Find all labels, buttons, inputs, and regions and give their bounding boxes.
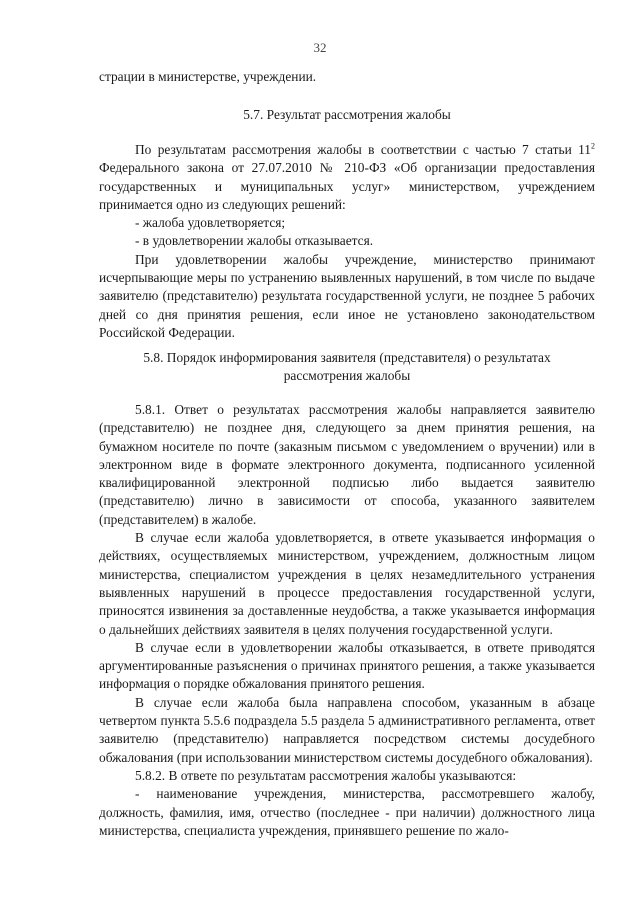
- p1-text-b: Федерального закона от 27.07.2010 № 210-ФЗ «Об организации предоставления государственных и муниципальных услуг» министерством, учреждением принимается одно из следующих решений:: [99, 160, 595, 212]
- section-5-8-paragraph: В случае если жалоба удовлетворяется, в ответе указывается информация о действиях, осуществляемых министерством, учреждением, должностным лицом министерства, специалистом учреждения в целях незамедлительного устранения выявленных нарушений в процессе предоставления государственной услуги, приносятся извинения за доставленные неудобства, а также указывается информация о дальнейших действиях заявителя в целях получения государственной услуги.: [99, 530, 595, 637]
- section-5-8-title-line-2: рассмотрения жалобы: [283, 368, 411, 384]
- section-5-8-title-block: [99, 349, 595, 386]
- p1-superscript: 2: [591, 141, 595, 151]
- section-5-8-paragraph: - наименование учреждения, министерства, рассмотревшего жалобу, должность, фамилия, имя, отчество (последнее - при наличии) должностного лица министерства, специалиста учреждения, принявшего решение по жало-: [99, 786, 595, 838]
- section-5-8-title-line-1: 5.8. Порядок информирования заявителя (представителя) о результатах: [143, 350, 551, 365]
- section-5-8-paragraph: 5.8.2. В ответе по результатам рассмотрения жалобы указываются:: [135, 767, 517, 783]
- section-5-8-paragraph: В случае если в удовлетворении жалобы отказывается, в ответе приводятся аргументированные разъяснения о причинах принятого решения, а также указывается информация о порядке обжалования принятого решения.: [99, 639, 595, 692]
- page-number: 32: [313, 40, 327, 55]
- section-5-7-body: [99, 141, 595, 342]
- p1-text-a: По результатам рассмотрения жалобы в соответствии с частью 7 статьи 11: [135, 142, 591, 157]
- section-5-7-paragraph-2: При удовлетворении жалобы учреждение, министерство принимают исчерпывающие меры по устранению выявленных нарушений, в том числе по выдаче заявителю (представителю) результата государственной услуги, не позднее 5 рабочих дней со дня принятия решения, если иное не установлено законодательством Российской Федерации.: [99, 251, 595, 340]
- decision-item: - в удовлетворении жалобы отказывается.: [135, 233, 374, 249]
- section-5-8-body: [99, 401, 595, 840]
- decision-item: - жалоба удовлетворяется;: [135, 215, 286, 231]
- section-5-8-paragraph: В случае если жалоба была направлена способом, указанным в абзаце четвертом пункта 5.5.6 подраздела 5.5 раздела 5 административного регламента, ответ заявителю (представителю) направляется посредством системы досудебного обжалования (при использовании министерством системы досудебного обжалования).: [99, 694, 595, 765]
- section-5-7-paragraph-1: [99, 141, 595, 214]
- intro-text: страции в министерстве, учреждении.: [99, 69, 317, 84]
- intro-line: [99, 68, 595, 86]
- section-5-7-title: 5.7. Результат рассмотрения жалобы: [243, 107, 451, 122]
- section-5-8-paragraph: 5.8.1. Ответ о результатах рассмотрения жалобы направляется заявителю (представителю) не позднее дня, следующего за днем принятия решения, на бумажном носителе по почте (заказным письмом с уведомлением о вручении) или в электронном виде в формате электронного документа, подписанного усиленной квалифицированной электронной подписью либо выдается заявителю (представителю) лично в зависимости от способа, указанного заявителем (представителем) в жалобе.: [99, 402, 595, 527]
- section-5-7-title-block: [99, 106, 595, 124]
